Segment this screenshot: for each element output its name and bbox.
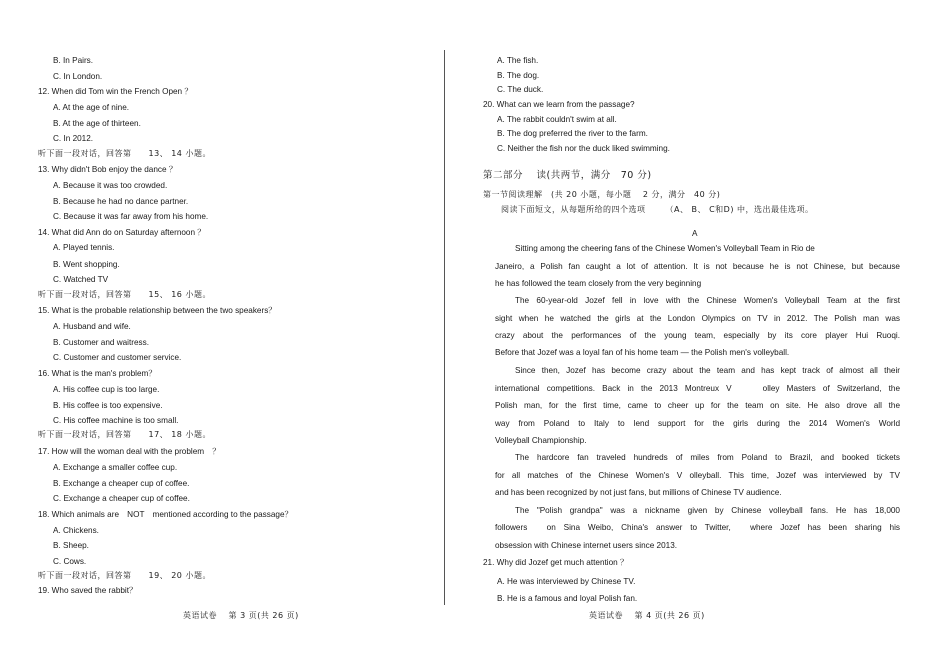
passage-line: Sitting among the cheering fans of the Chinese Women's Volleyball Team in Rio de [515,244,815,253]
question-line: 15. What is the probable relationship between the two speakers？ [38,306,277,315]
passage-line: The 60-year-old Jozef fell in love with the Chinese Women's Volleyball Team at the first [515,296,900,305]
option-line: B. He is a famous and loyal Polish fan. [497,594,638,603]
question-line: 14. What did Ann do on Saturday afternoon ？ [38,228,206,237]
passage-line: The "Polish grandpa" was a nickname given by Chinese volleyball fans. He has 18,000 [515,506,900,515]
listening-instruction: 听下面一段对话，回答第 15、 16 小题。 [38,290,211,299]
subsection-title: 第一节阅读理解 (共 20 小题，每小题 2 分，满分 40 分) [483,190,721,199]
column-divider [444,50,445,605]
option-line: B. The dog preferred the river to the farm. [497,129,648,138]
question-line: 18. Which animals are NOT mentioned according to the passage？ [38,510,293,519]
option-line: B. His coffee is too expensive. [53,401,163,410]
question-line: 17. How will the woman deal with the problem ？ [38,447,221,456]
passage-line: and has been recognized by not just fans, but millions of Chinese TV audience. [495,488,782,497]
option-line: A. Chickens. [53,526,99,535]
option-line: A. At the age of nine. [53,103,130,112]
passage-line: obsession with Chinese internet users since 2013. [495,541,678,550]
question-line: 19. Who saved the rabbit？ [38,586,138,595]
option-line: C. The duck. [497,85,544,94]
passage-line: Before that Jozef was a loyal fan of his home team — the Polish men's volleyball. [495,348,790,357]
option-line: C. In 2012. [53,134,94,143]
option-line: B. In Pairs. [53,56,94,65]
question-line: 12. When did Tom win the French Open ？ [38,87,193,96]
passage-line: Volleyball Championship. [495,436,587,445]
passage-line: Janeiro, a Polish fan caught a lot of attention. It is not because he is not Chinese, but because [495,262,900,271]
option-line: C. In London. [53,72,103,81]
option-line: C. Because it was far away from his home. [53,212,209,221]
passage-line: he has followed the team closely from the very beginning [495,279,702,288]
option-line: C. Watched TV [53,275,109,284]
left-page [0,0,445,671]
passage-line: followers on Sina Weibo, China's answer to Twitter, where Jozef has been sharing his [495,523,900,532]
listening-instruction: 听下面一段对话，回答第 13、 14 小题。 [38,149,211,158]
option-line: A. He was interviewed by Chinese TV. [497,577,636,586]
option-line: B. Customer and waitress. [53,338,150,347]
question-line: 21. Why did Jozef get much attention ？ [483,558,629,567]
option-line: A. The fish. [497,56,539,65]
option-line: C. Cows. [53,557,87,566]
passage-label: A [692,229,698,238]
option-line: C. Neither the fish nor the duck liked swimming. [497,144,670,153]
option-line: B. At the age of thirteen. [53,119,141,128]
section-title: 第二部分 读(共两节，满分 70 分) [483,170,652,181]
option-line: C. Customer and customer service. [53,353,182,362]
option-line: A. Husband and wife. [53,322,131,331]
passage-line: for all matches of the Chinese Women's V olleyball. This time, Jozef was interviewed by TV [495,471,900,480]
option-line: A. The rabbit couldn't swim at all. [497,115,617,124]
page-footer: 英语试卷 第 3 页(共 26 页) [183,611,299,620]
right-page [446,0,950,671]
option-line: B. Went shopping. [53,260,120,269]
passage-line: crazy about the performances of the young team, especially by its core player Hui Ruoqi. [495,331,900,340]
passage-line: Since then, Jozef has become crazy about the team and has kept track of almost all their [515,366,900,375]
passage-line: The hardcore fan traveled hundreds of miles from Poland to Brazil, and booked tickets [515,453,900,462]
passage-line: Polish man, for the first time, came to cheer up for the team on site. He also drove all the [495,401,900,410]
option-line: B. Because he had no dance partner. [53,197,189,206]
option-line: B. Exchange a cheaper cup of coffee. [53,479,190,488]
passage-line: way from Poland to Italy to lend support for the girls during the 2014 Women's World [495,419,900,428]
instruction: 阅读下面短文，从每题所给的四个选项 （A、 B、 C和D) 中，选出最佳选项。 [501,205,814,214]
option-line: C. Exchange a cheaper cup of coffee. [53,494,190,503]
page-footer: 英语试卷 第 4 页(共 26 页) [589,611,705,620]
option-line: A. Played tennis. [53,243,115,252]
passage-line: sight when he watched the girls at the London Olympics on TV in 2012. The Polish man was [495,314,900,323]
option-line: A. Exchange a smaller coffee cup. [53,463,178,472]
question-line: 20. What can we learn from the passage? [483,100,635,109]
question-line: 16. What is the man's problem？ [38,369,157,378]
option-line: A. Because it was too crowded. [53,181,168,190]
option-line: B. The dog. [497,71,540,80]
listening-instruction: 听下面一段对话，回答第 17、 18 小题。 [38,430,211,439]
option-line: B. Sheep. [53,541,89,550]
passage-line: international competitions. Back in the 2013 Montreux V olley Masters of Switzerland, the [495,384,900,393]
option-line: A. His coffee cup is too large. [53,385,160,394]
listening-instruction: 听下面一段对话，回答第 19、 20 小题。 [38,571,211,580]
option-line: C. His coffee machine is too small. [53,416,179,425]
question-line: 13. Why didn't Bob enjoy the dance ？ [38,165,178,174]
